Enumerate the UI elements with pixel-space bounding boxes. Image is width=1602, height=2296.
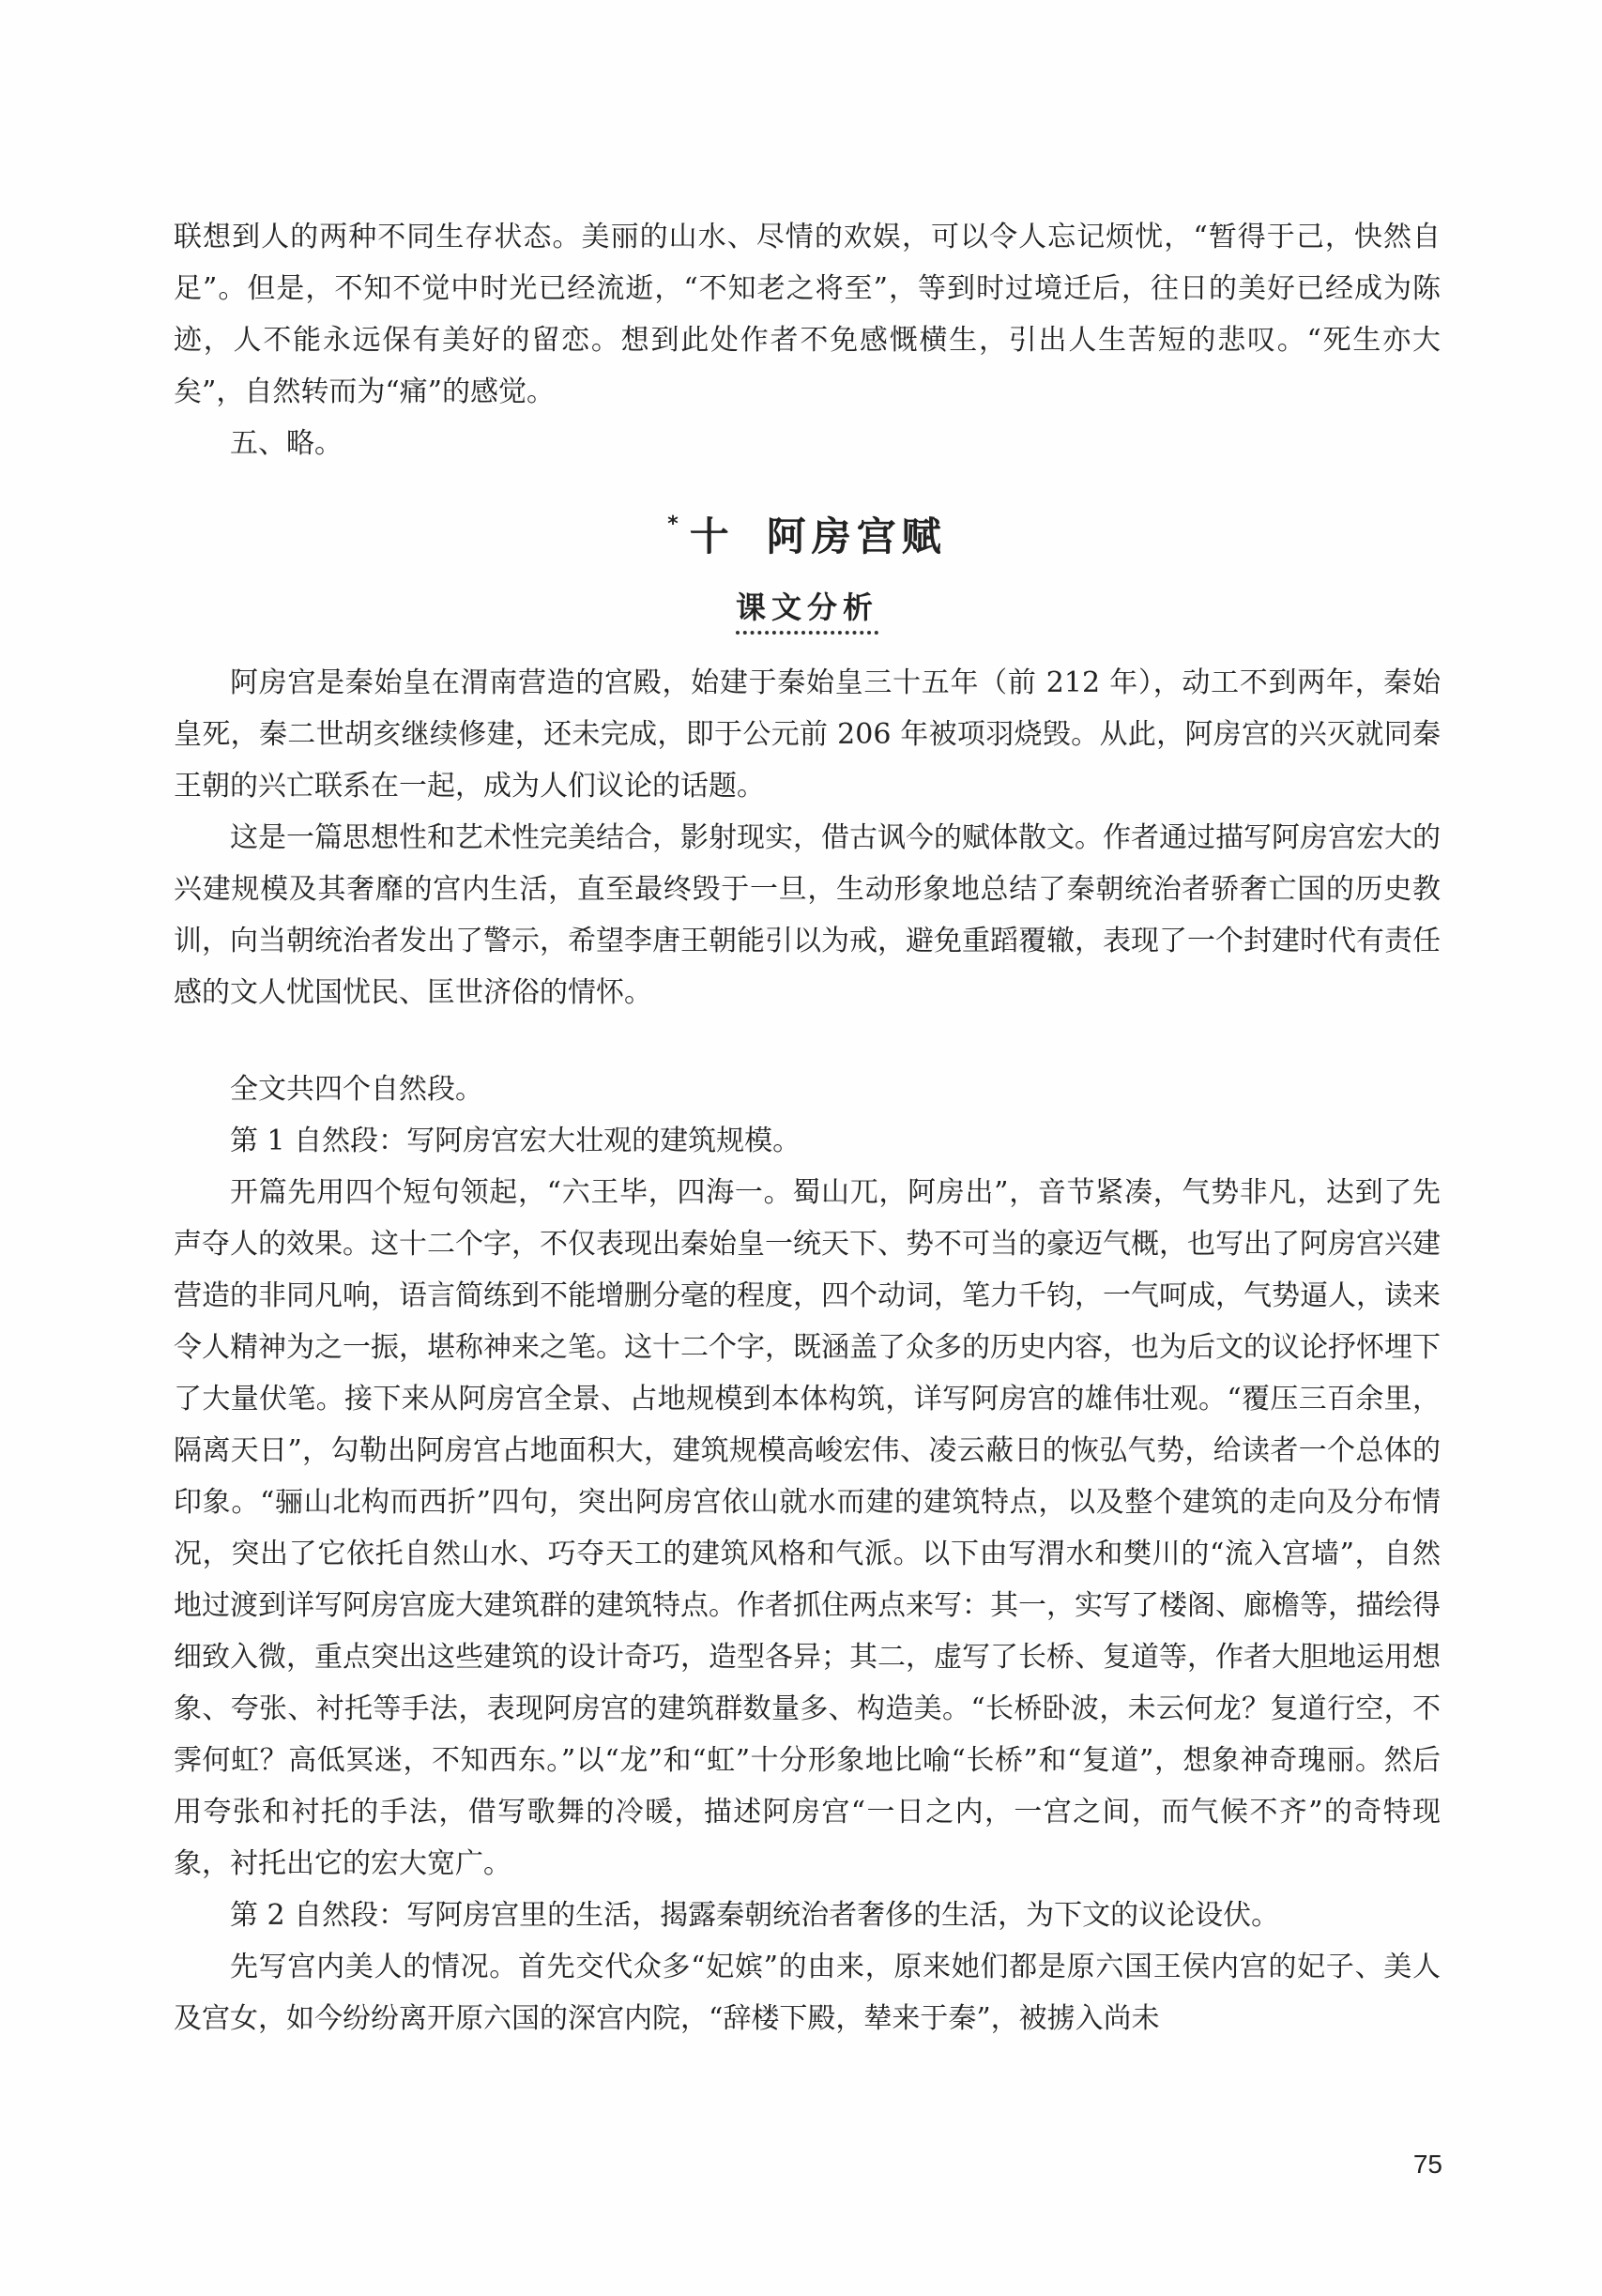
body-paragraph-3: 开篇先用四个短句领起，“六王毕，四海一。蜀山兀，阿房出”，音节紧凑，气势非凡，达到了先声夺人的效果。这十二个字，不仅表现出秦始皇一统天下、势不可当的豪迈气概，也写出了阿房宫兴建营造的非同凡响，语言简练到不能增删分毫的程度，四个动词，笔力千钧，一气呵成，气势逼人，读来令人精神为之一振，堪称神来之笔。这十二个字，既涵盖了众多的历史内容，也为后文的议论抒怀埋下了大量伏笔。接下来从阿房宫全景、占地规模到本体构筑，详写阿房宫的雄伟壮观。“覆压三百余里，隔离天日”，勾勒出阿房宫占地面积大，建筑规模高峻宏伟、凌云蔽日的恢弘气势，给读者一个总体的印象。“骊山北构而西折”四句，突出阿房宫依山就水而建的建筑特点，以及整个建筑的走向及分布情况，突出了它依托自然山水、巧夺天工的建筑风格和气派。以下由写渭水和樊川的“流入宫墙”，自然地过渡到详写阿房宫庞大建筑群的建筑特点。作者抓住两点来写：其一，实写了楼阁、廊檐等，描绘得细致入微，重点突出这些建筑的设计奇巧，造型各异；其二，虚写了长桥、复道等，作者大胆地运用想象、夸张、衬托等手法，表现阿房宫的建筑群数量多、构造美。“长桥卧波，未云何龙？复道行空，不霁何虹？高低冥迷，不知西东。”以“龙”和“虹”十分形象地比喻“长桥”和“复道”，想象神奇瑰丽。然后用夸张和衬托的手法，借写歌舞的冷暖，描述阿房宫“一日之内，一宫之间，而气候不齐”的奇特现象，衬托出它的宏大宽广。 (174, 1176, 1441, 1880)
chapter-name: 阿房宫赋 (766, 513, 947, 559)
paragraph-gap (174, 1018, 1441, 1064)
intro-paragraph-1: 阿房宫是秦始皇在渭南营造的宫殿，始建于秦始皇三十五年（前 212 年），动工不到两年，秦始皇死，秦二世胡亥继续修建，还未完成，即于公元前 206 年被项羽烧毁。从此，阿房宫的兴灭就同秦王朝的兴亡联系在一起，成为人们议论的话题。 (174, 666, 1441, 803)
page-number: 75 (1412, 2150, 1442, 2179)
optional-lesson-mark: * (667, 513, 684, 536)
body-paragraph-1: 全文共四个自然段。 (230, 1073, 483, 1106)
chapter-number: 十 (689, 513, 735, 559)
item-five: 五、略。 (230, 427, 343, 460)
section-heading (174, 584, 1441, 640)
chapter-title (174, 497, 1441, 563)
intro-paragraph-2: 这是一篇思想性和艺术性完美结合，影射现实，借古讽今的赋体散文。作者通过描写阿房宫宏大的兴建规模及其奢靡的宫内生活，直至最终毁于一旦，生动形象地总结了秦朝统治者骄奢亡国的历史教训，向当朝统治者发出了警示，希望李唐王朝能引以为戒，避免重蹈覆辙，表现了一个封建时代有责任感的文人忧国忧民、匡世济俗的情怀。 (174, 821, 1441, 1009)
body-paragraph-5: 先写宫内美人的情况。首先交代众多“妃嫔”的由来，原来她们都是原六国王侯内宫的妃子、美人及宫女，如今纷纷离开原六国的深宫内院，“辞楼下殿，辇来于秦”，被掳入尚未 (174, 1951, 1441, 2035)
body-paragraph-2: 第 1 自然段：写阿房宫宏大壮观的建筑规模。 (230, 1125, 801, 1157)
section-heading-text: 课文分析 (736, 584, 878, 635)
page-content (174, 211, 1441, 2044)
continuation-paragraph: 联想到人的两种不同生存状态。美丽的山水、尽情的欢娱，可以令人忘记烦忧，“暂得于己，快然自足”。但是，不知不觉中时光已经流逝，“不知老之将至”，等到时过境迁后，往日的美好已经成为陈迹，人不能永远保有美好的留恋。想到此处作者不免感慨横生，引出人生苦短的悲叹。“死生亦大矣”，自然转而为“痛”的感觉。 (174, 221, 1441, 408)
body-paragraph-4: 第 2 自然段：写阿房宫里的生活，揭露秦朝统治者奢侈的生活，为下文的议论设伏。 (230, 1899, 1280, 1932)
